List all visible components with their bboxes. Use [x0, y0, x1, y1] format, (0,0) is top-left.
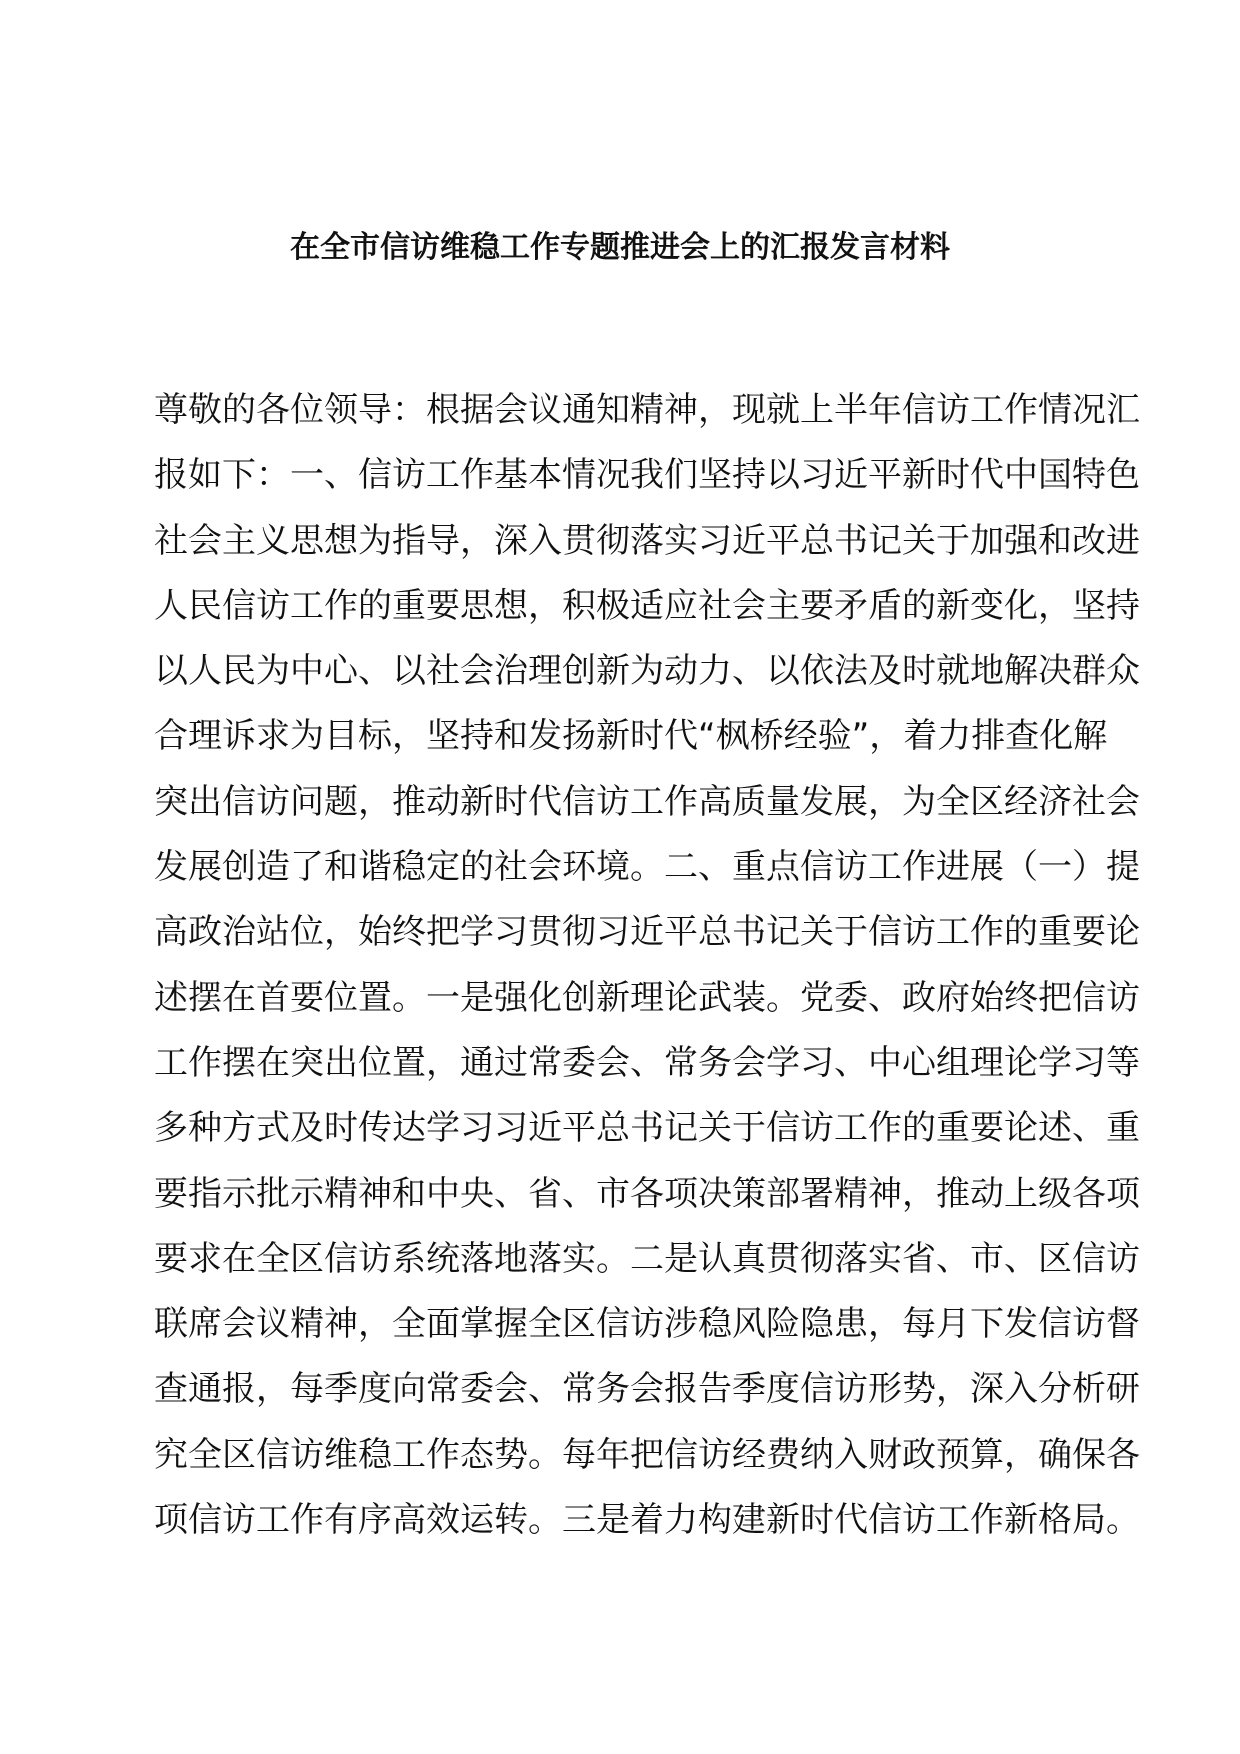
document-title: 在全市信访维稳工作专题推进会上的汇报发言材料 [290, 230, 950, 265]
body-line: 工作摆在突出位置，通过常委会、常务会学习、中心组理论学习等 [154, 1042, 1140, 1083]
body-line: 究全区信访维稳工作态势。每年把信访经费纳入财政预算，确保各 [154, 1434, 1140, 1475]
body-line: 以人民为中心、以社会治理创新为动力、以依法及时就地解决群众 [154, 651, 1140, 692]
body-line: 人民信访工作的重要思想，积极适应社会主要矛盾的新变化，坚持 [154, 585, 1140, 626]
body-text [154, 387, 1140, 1562]
body-line: 尊敬的各位领导：根据会议通知精神，现就上半年信访工作情况汇 [154, 390, 1140, 430]
body-line: 述摆在首要位置。一是强化创新理论武装。党委、政府始终把信访 [154, 977, 1140, 1018]
body-line: 要指示批示精神和中央、省、市各项决策部署精神，推动上级各项 [154, 1173, 1140, 1214]
body-line: 高政治站位，始终把学习贯彻习近平总书记关于信访工作的重要论 [154, 912, 1140, 953]
body-line: 突出信访问题，推动新时代信访工作高质量发展，为全区经济社会 [154, 781, 1140, 822]
body-line: 社会主义思想为指导，深入贯彻落实习近平总书记关于加强和改进 [154, 520, 1140, 561]
body-line: 要求在全区信访系统落地落实。二是认真贯彻落实省、市、区信访 [154, 1238, 1140, 1279]
body-line: 合理诉求为目标，坚持和发扬新时代“枫桥经验”，着力排查化解 [154, 716, 1108, 757]
body-line: 发展创造了和谐稳定的社会环境。二、重点信访工作进展（一）提 [154, 847, 1140, 888]
body-line: 查通报，每季度向常委会、常务会报告季度信访形势，深入分析研 [154, 1369, 1140, 1410]
body-line: 多种方式及时传达学习习近平总书记关于信访工作的重要论述、重 [154, 1108, 1140, 1149]
body-line: 报如下：一、信访工作基本情况我们坚持以习近平新时代中国特色 [154, 455, 1140, 496]
body-line: 联席会议精神，全面掌握全区信访涉稳风险隐患，每月下发信访督 [154, 1304, 1140, 1345]
body-line: 项信访工作有序高效运转。三是着力构建新时代信访工作新格局。 [154, 1500, 1140, 1541]
